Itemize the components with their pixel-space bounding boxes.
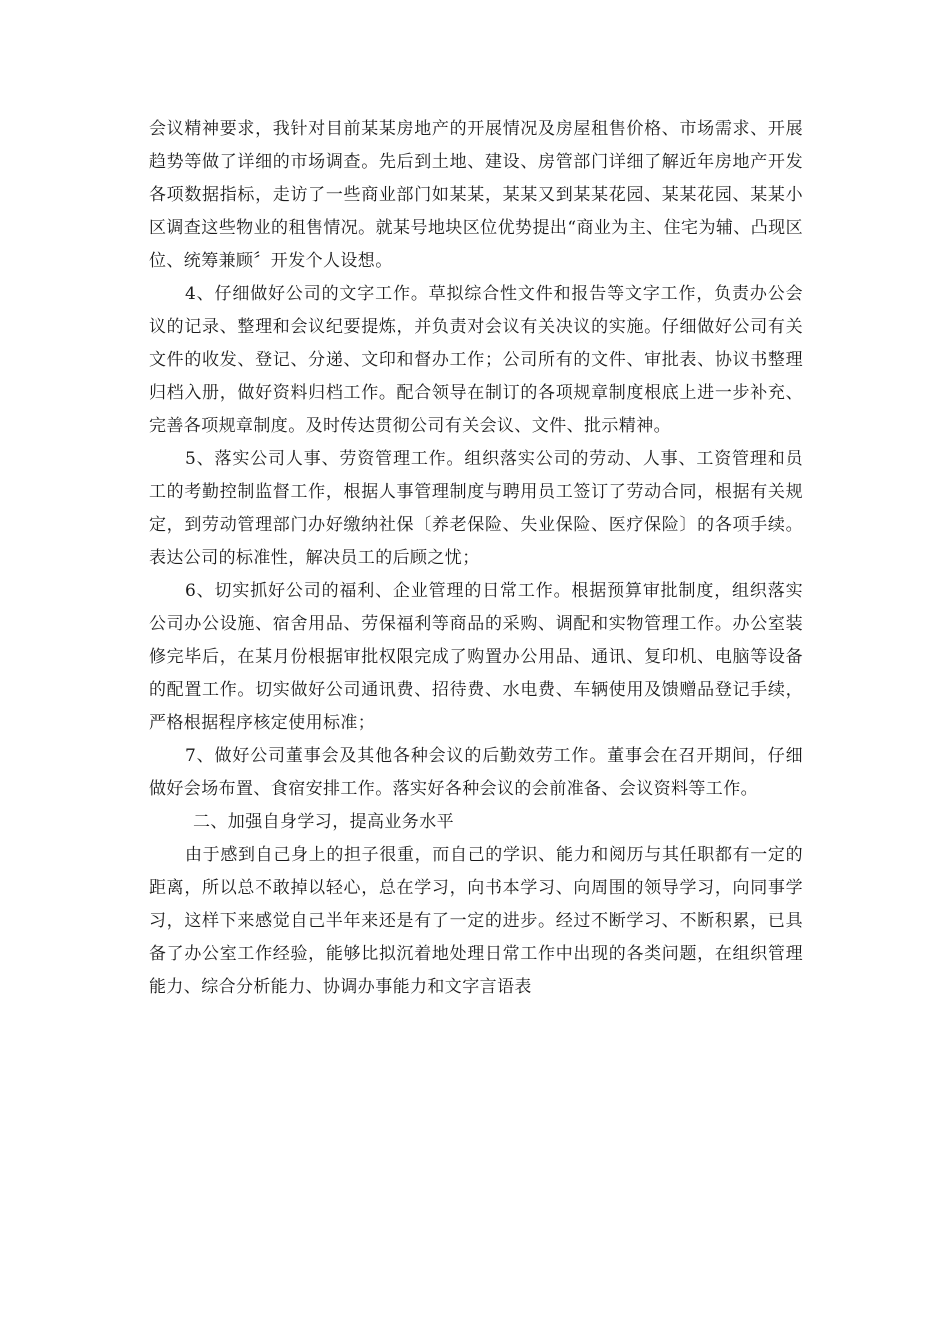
paragraph-item-4: 4、仔细做好公司的文字工作。草拟综合性文件和报告等文字工作，负责办公会议的记录、整理和会议纪要提炼，并负责对会议有关决议的实施。仔细做好公司有关文件的收发、登记、分递、文印和督办工作；公司所有的文件、审批表、协议书整理归档入册，做好资料归档工作。配合领导在制订的各项规章制度根底上进一步补充、完善各项规章制度。及时传达贯彻公司有关会议、文件、批示精神。 (149, 284, 803, 436)
paragraph-item-7: 7、做好公司董事会及其他各种会议的后勤效劳工作。董事会在召开期间，仔细做好会场布置、食宿安排工作。落实好各种会议的会前准备、会议资料等工作。 (149, 746, 803, 799)
paragraph-item-5: 5、落实公司人事、劳资管理工作。组织落实公司的劳动、人事、工资管理和员工的考勤控制监督工作，根据人事管理制度与聘用员工签订了劳动合同，根据有关规定，到劳动管理部门办好缴纳社保〔养老保险、失业保险、医疗保险〕的各项手续。表达公司的标准性，解决员工的后顾之忧； (149, 449, 803, 568)
paragraph-item-6: 6、切实抓好公司的福利、企业管理的日常工作。根据预算审批制度，组织落实公司办公设施、宿舍用品、劳保福利等商品的采购、调配和实物管理工作。办公室装修完毕后，在某月份根据审批权限完成了购置办公用品、通讯、复印机、电脑等设备的配置工作。切实做好公司通讯费、招待费、水电费、车辆使用及馈赠品登记手续，严格根据程序核定使用标准； (149, 581, 803, 733)
paragraph-continuation: 会议精神要求，我针对目前某某房地产的开展情况及房屋租售价格、市场需求、开展趋势等做了详细的市场调查。先后到土地、建设、房管部门详细了解近年房地产开发各项数据指标，走访了一些商业部门如某某，某某又到某某花园、某某花园、某某小区调查这些物业的租售情况。就某号地块区位优势提出“商业为主、住宅为辅、凸现区位、统筹兼顾〞开发个人设想。 (149, 119, 803, 271)
paragraph-self-study: 由于感到自己身上的担子很重，而自己的学识、能力和阅历与其任职都有一定的距离，所以总不敢掉以轻心，总在学习，向书本学习、向周围的领导学习，向同事学习，这样下来感觉自己半年来还是有了一定的进步。经过不断学习、不断积累，已具备了办公室工作经验，能够比拟沉着地处理日常工作中出现的各类问题，在组织管理能力、综合分析能力、协调办事能力和文字言语表 (149, 845, 803, 997)
document-body (149, 113, 803, 1004)
section-heading: 二、加强自身学习，提高业务水平 (193, 812, 454, 832)
